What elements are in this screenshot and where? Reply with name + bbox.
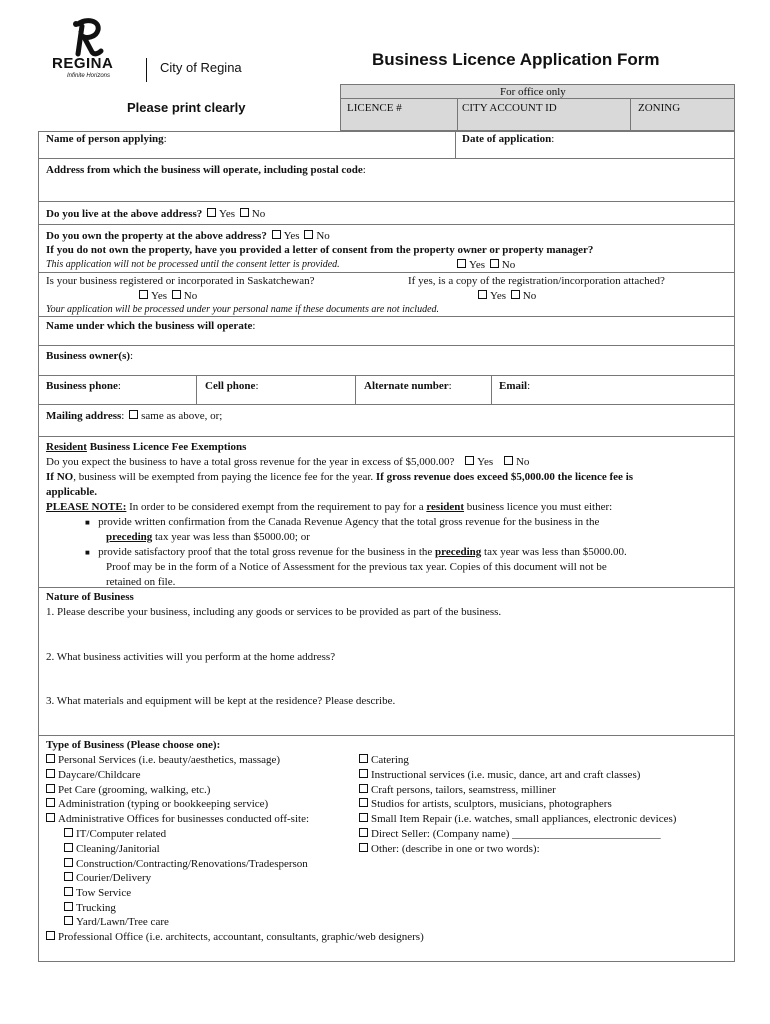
live-at-address-question: Do you live at the above address? Yes No: [46, 208, 266, 220]
consent-no-checkbox[interactable]: [490, 259, 499, 268]
email-field[interactable]: Email:: [499, 380, 531, 392]
please-note-text: PLEASE NOTE: In order to be considered exempt from the requirement to pay for a resident business licence you must either:: [46, 501, 613, 513]
same-as-above-checkbox[interactable]: [129, 410, 138, 419]
live-no-checkbox[interactable]: [240, 208, 249, 217]
city-logo: [50, 18, 250, 88]
logo-brand: REGINA: [52, 55, 114, 72]
logo-tagline: Infinite Horizons: [67, 73, 111, 79]
consent-letter-question: If you do not own the property, have you provided a letter of consent from the property owner or property manager?: [46, 244, 594, 256]
type-sub-6[interactable]: Trucking: [62, 901, 116, 915]
own-property-question: Do you own the property at the above address? Yes No: [46, 230, 330, 242]
type-sub-5[interactable]: Tow Service: [62, 886, 131, 900]
gross-revenue-question: Do you expect the business to have a total gross revenue for the year in excess of $5,000.00? Yes No: [46, 456, 530, 468]
type-sub-7[interactable]: Yard/Lawn/Tree care: [62, 915, 169, 929]
business-address-field[interactable]: Address from which the business will operate, including postal code:: [46, 164, 366, 176]
type-left-2[interactable]: Daycare/Childcare: [44, 768, 140, 782]
applicable-text: applicable.: [46, 486, 98, 498]
own-yes-checkbox[interactable]: [272, 230, 281, 239]
revenue-no-checkbox[interactable]: [504, 456, 513, 465]
type-sub-2[interactable]: Cleaning/Janitorial: [62, 842, 160, 856]
copy-yes-no: Yes No: [476, 289, 536, 303]
nature-of-business-heading: Nature of Business: [46, 591, 134, 603]
consent-yes-checkbox[interactable]: [457, 259, 466, 268]
registered-yes-no: Yes No: [137, 289, 197, 303]
type-left-4[interactable]: Administration (typing or bookkeeping service): [44, 797, 268, 811]
copy-no-checkbox[interactable]: [511, 290, 520, 299]
live-yes-checkbox[interactable]: [207, 208, 216, 217]
type-right-7[interactable]: Other: (describe in one or two words):: [357, 842, 540, 856]
fee-exemption-heading: Resident Business Licence Fee Exemptions: [46, 441, 247, 453]
cell-phone-field[interactable]: Cell phone:: [205, 380, 259, 392]
bullet-2-cont: Proof may be in the form of a Notice of Assessment for the previous tax year. Copies of this document will not be: [106, 561, 607, 573]
type-right-6[interactable]: Direct Seller: (Company name) ___________________________: [357, 827, 661, 841]
if-no-exempt-text: If NO, business will be exempted from paying the licence fee for the year. If gross revenue does exceed $5,000.00 the licence fee is: [46, 471, 634, 483]
registration-copy-question: If yes, is a copy of the registration/incorporation attached?: [408, 275, 665, 287]
regina-r-emblem-icon: [68, 18, 108, 58]
type-left-3[interactable]: Pet Care (grooming, walking, etc.): [44, 783, 210, 797]
registered-no-checkbox[interactable]: [172, 290, 181, 299]
type-of-business-heading: Type of Business (Please choose one):: [46, 739, 221, 751]
registered-yes-checkbox[interactable]: [139, 290, 148, 299]
bullet-2: ■ provide satisfactory proof that the total gross revenue for the business in the preceding tax year was less than $5000.00.: [85, 546, 627, 558]
licence-number-field: LICENCE #: [347, 102, 402, 114]
type-sub-1[interactable]: IT/Computer related: [62, 827, 166, 841]
bullet-1: ■ provide written confirmation from the Canada Revenue Agency that the total gross revenue for the business in the: [85, 516, 600, 528]
bullet-1-cont: preceding tax year was less than $5000.00; or: [106, 531, 310, 543]
type-right-5[interactable]: Small Item Repair (i.e. watches, small appliances, electronic devices): [357, 812, 676, 826]
business-phone-field[interactable]: Business phone:: [46, 380, 121, 392]
type-left-5[interactable]: Administrative Offices for businesses conducted off-site:: [44, 812, 309, 826]
mailing-address-field[interactable]: Mailing address: same as above, or;: [46, 410, 223, 422]
date-of-application-field[interactable]: Date of application:: [462, 133, 555, 145]
type-right-4[interactable]: Studios for artists, sculptors, musicians, photographers: [357, 797, 612, 811]
registered-question: Is your business registered or incorporated in Saskatchewan?: [46, 275, 315, 287]
nature-question-3[interactable]: 3. What materials and equipment will be kept at the residence? Please describe.: [46, 695, 396, 707]
copy-yes-checkbox[interactable]: [478, 290, 487, 299]
consent-letter-note: This application will not be processed until the consent letter is provided.: [46, 259, 340, 270]
business-owners-field[interactable]: Business owner(s):: [46, 350, 134, 362]
nature-question-2[interactable]: 2. What business activities will you perform at the home address?: [46, 651, 336, 663]
logo-city: City of Regina: [160, 60, 242, 75]
revenue-yes-checkbox[interactable]: [465, 456, 474, 465]
nature-question-1[interactable]: 1. Please describe your business, including any goods or services to be provided as part of the business.: [46, 606, 502, 618]
city-account-field: CITY ACCOUNT ID: [462, 102, 557, 114]
type-professional[interactable]: Professional Office (i.e. architects, accountant, consultants, graphic/web designers): [44, 930, 424, 944]
own-no-checkbox[interactable]: [304, 230, 313, 239]
personal-name-note: Your application will be processed under your personal name if these documents are not included.: [46, 304, 440, 315]
type-right-3[interactable]: Craft persons, tailors, seamstress, milliner: [357, 783, 556, 797]
bullet-2-cont2: retained on file.: [106, 576, 176, 588]
type-right-1[interactable]: Catering: [357, 753, 409, 767]
logo-divider: [146, 58, 147, 82]
office-only-header: For office only: [500, 86, 566, 98]
type-right-2[interactable]: Instructional services (i.e. music, dance, art and craft classes): [357, 768, 640, 782]
zoning-field: ZONING: [638, 102, 681, 114]
form-title: Business Licence Application Form: [372, 50, 660, 69]
type-left-1[interactable]: Personal Services (i.e. beauty/aesthetics, massage): [44, 753, 280, 767]
operating-name-field[interactable]: Name under which the business will operate:: [46, 320, 256, 332]
consent-yes-no: Yes No: [455, 258, 515, 272]
type-sub-3[interactable]: Construction/Contracting/Renovations/Tradesperson: [62, 857, 308, 871]
alternate-number-field[interactable]: Alternate number:: [364, 380, 452, 392]
print-clearly-note: Please print clearly: [127, 100, 246, 115]
type-sub-4[interactable]: Courier/Delivery: [62, 871, 151, 885]
name-of-applicant-field[interactable]: Name of person applying:: [46, 133, 167, 145]
